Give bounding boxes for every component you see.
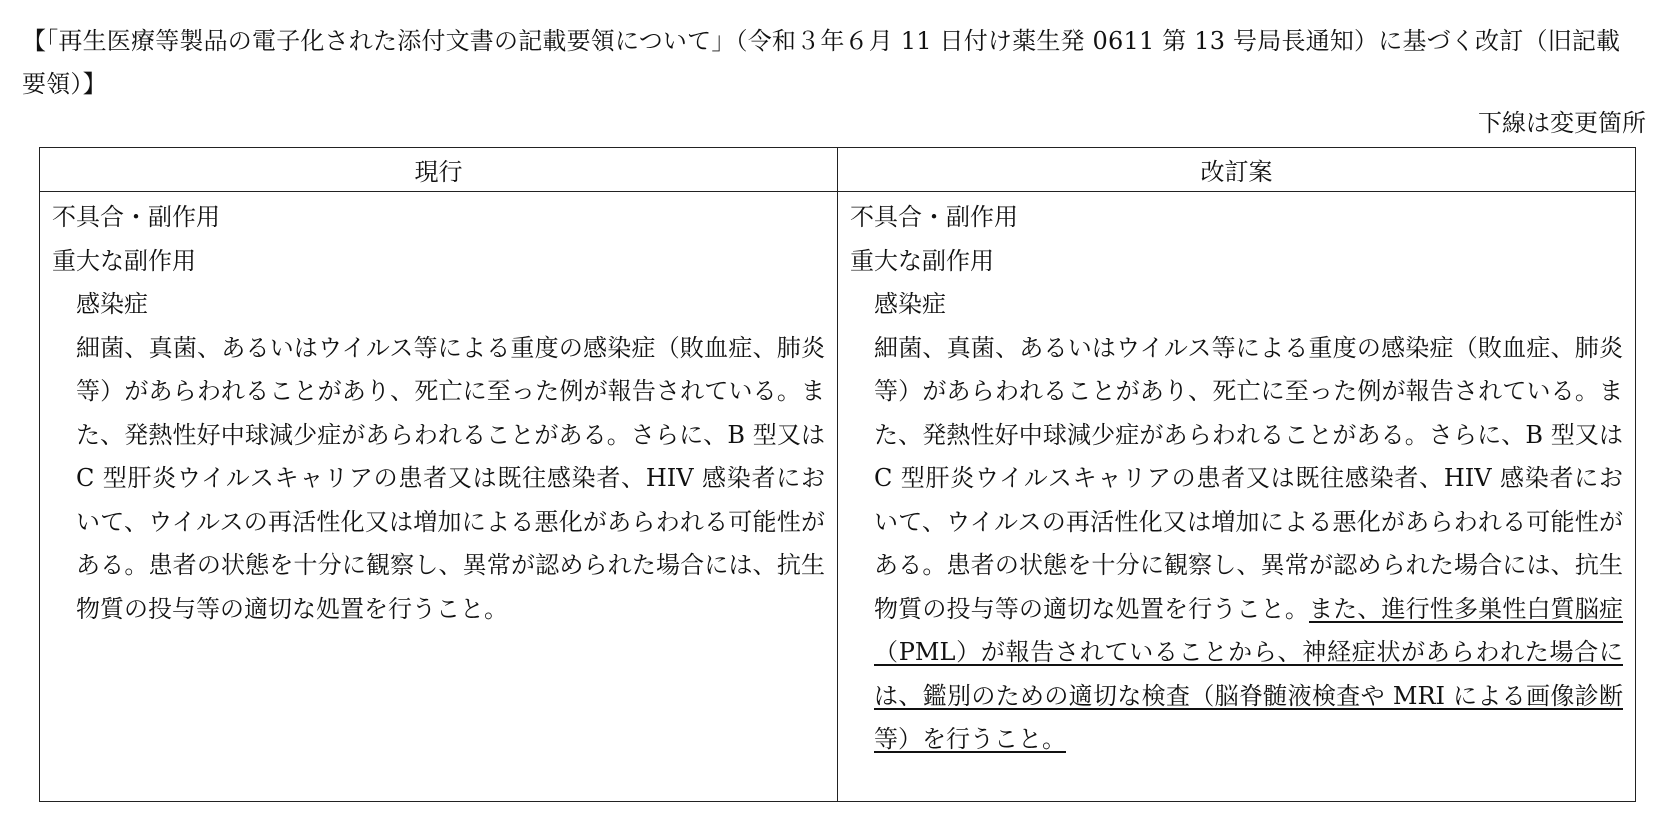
revised-item-heading: 感染症 — [874, 290, 946, 318]
table-header-row — [40, 148, 1636, 192]
revised-body-text: 細菌、真菌、あるいはウイルス等による重度の感染症（敗血症、肺炎等）があらわれることがあり、死亡に至った例が報告されている。また、発熱性好中球減少症があらわれることがある。さらに、B 型又は C 型肝炎ウイルスキャリアの患者又は既往感染者、HIV 感染者において、ウイルスの再活性化又は増加による悪化があらわれる可能性がある。患者の状態を十分に観察し、異常が認められた場合には、抗生物質の投与等の適切な処置を行うこと。 — [874, 333, 1623, 623]
revised-subsection-heading: 重大な副作用 — [850, 246, 994, 275]
revised-cell — [838, 192, 1636, 802]
current-item-heading: 感染症 — [76, 290, 148, 318]
document-title: 【「再生医療等製品の電子化された添付文書の記載要領について」（令和３年６月 11 日付け薬生発 0611 第 13 号局長通知）に基づく改訂（旧記載要領）】 — [22, 27, 1621, 98]
current-body-text: 細菌、真菌、あるいはウイルス等による重度の感染症（敗血症、肺炎等）があらわれることがあり、死亡に至った例が報告されている。また、発熱性好中球減少症があらわれることがある。さらに、B 型又は C 型肝炎ウイルスキャリアの患者又は既往感染者、HIV 感染者において、ウイルスの再活性化又は増加による悪化があらわれる可能性がある。患者の状態を十分に観察し、異常が認められた場合には、抗生物質の投与等の適切な処置を行うこと。 — [76, 333, 825, 623]
header-revised: 改訂案 — [838, 148, 1636, 192]
header-current: 現行 — [40, 148, 838, 192]
current-cell — [40, 192, 838, 802]
revised-section-heading: 不具合・副作用 — [850, 203, 1018, 231]
comparison-table — [39, 147, 1636, 802]
current-section-heading: 不具合・副作用 — [52, 203, 220, 231]
current-subsection-heading: 重大な副作用 — [52, 246, 196, 275]
change-note: 下線は変更箇所 — [1478, 109, 1646, 137]
revised-added-text: また、進行性多巣性白質脳症（PML）が報告されていることから、神経症状があらわれた場合には、鑑別のための適切な検査（脳脊髄液検査や MRI による画像診断等）を行うこと。 — [874, 594, 1623, 753]
table-row — [40, 192, 1636, 802]
revised-body-paragraph — [850, 327, 1623, 762]
